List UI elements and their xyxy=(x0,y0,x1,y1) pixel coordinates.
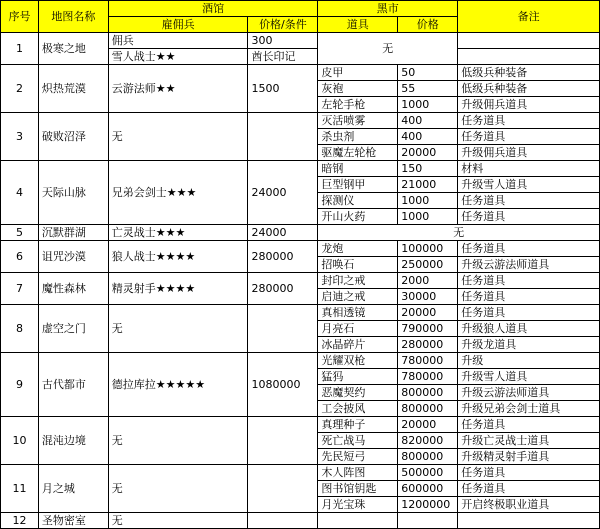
item-price-cell: 500000 xyxy=(398,465,458,481)
item-cell: 探测仪 xyxy=(318,193,398,209)
item-price-cell: 780000 xyxy=(398,369,458,385)
item-cell: 开山火药 xyxy=(318,209,398,225)
item-price-cell: 780000 xyxy=(398,353,458,369)
merc-price-cell: 300 xyxy=(248,33,318,49)
item-price-cell xyxy=(398,513,458,529)
table-row xyxy=(1,33,600,49)
mercenary-cell: 无 xyxy=(108,113,248,161)
map-name-cell: 天际山脉 xyxy=(38,161,108,225)
item-cell: 左轮手枪 xyxy=(318,97,398,113)
map-name-cell: 诅咒沙漠 xyxy=(38,241,108,273)
seq-cell: 5 xyxy=(1,225,39,241)
item-cell: 月亮石 xyxy=(318,321,398,337)
seq-cell: 2 xyxy=(1,65,39,113)
item-cell xyxy=(318,513,398,529)
market-none-cell: 无 xyxy=(318,225,600,241)
item-cell: 龙炮 xyxy=(318,241,398,257)
mercenary-cell: 精灵射手★★★★ xyxy=(108,273,248,305)
note-cell: 升级亡灵战士道具 xyxy=(458,433,600,449)
mercenary-cell: 无 xyxy=(108,305,248,353)
map-name-cell: 古代都市 xyxy=(38,353,108,417)
mercenary-cell: 兄弟会剑士★★★ xyxy=(108,161,248,225)
item-cell: 木人阵图 xyxy=(318,465,398,481)
item-price-cell: 800000 xyxy=(398,385,458,401)
table-row xyxy=(1,465,600,481)
header-item: 道具 xyxy=(318,17,398,33)
item-price-cell: 790000 xyxy=(398,321,458,337)
note-cell: 任务道具 xyxy=(458,113,600,129)
note-cell: 任务道具 xyxy=(458,241,600,257)
header-mercenary: 雇佣兵 xyxy=(108,17,248,33)
item-price-cell: 1000 xyxy=(398,97,458,113)
note-cell: 任务道具 xyxy=(458,465,600,481)
map-name-cell: 极寒之地 xyxy=(38,33,108,65)
map-name-cell: 虚空之门 xyxy=(38,305,108,353)
mercenary-cell: 无 xyxy=(108,417,248,465)
item-price-cell: 800000 xyxy=(398,449,458,465)
item-cell: 封印之戒 xyxy=(318,273,398,289)
item-price-cell: 1000 xyxy=(398,209,458,225)
merc-price-cell: 1500 xyxy=(248,65,318,113)
table-row xyxy=(1,65,600,81)
note-cell: 材料 xyxy=(458,161,600,177)
merc-price-cell: 24000 xyxy=(248,161,318,225)
item-price-cell: 30000 xyxy=(398,289,458,305)
merc-price-cell: 24000 xyxy=(248,225,318,241)
mercenary-cell: 无 xyxy=(108,465,248,513)
note-cell xyxy=(458,513,600,529)
seq-cell: 4 xyxy=(1,161,39,225)
table-row xyxy=(1,417,600,433)
item-cell: 皮甲 xyxy=(318,65,398,81)
merc-price-cell xyxy=(248,465,318,513)
item-cell: 暗钢 xyxy=(318,161,398,177)
table-row xyxy=(1,113,600,129)
table-row xyxy=(1,353,600,369)
merc-price-cell xyxy=(248,305,318,353)
item-price-cell: 20000 xyxy=(398,305,458,321)
table-row xyxy=(1,161,600,177)
note-cell: 升级雪人道具 xyxy=(458,369,600,385)
header-map: 地图名称 xyxy=(38,1,108,33)
seq-cell: 10 xyxy=(1,417,39,465)
item-cell: 真理种子 xyxy=(318,417,398,433)
map-name-cell: 沉默群湖 xyxy=(38,225,108,241)
seq-cell: 8 xyxy=(1,305,39,353)
map-name-cell: 圣物密室 xyxy=(38,513,108,529)
merc-price-cell xyxy=(248,417,318,465)
item-price-cell: 820000 xyxy=(398,433,458,449)
table-row xyxy=(1,273,600,289)
table-row xyxy=(1,225,600,241)
seq-cell: 11 xyxy=(1,465,39,513)
note-cell: 任务道具 xyxy=(458,417,600,433)
merc-price-cell xyxy=(248,113,318,161)
mercenary-cell: 无 xyxy=(108,513,248,529)
seq-cell: 7 xyxy=(1,273,39,305)
item-cell: 猛犸 xyxy=(318,369,398,385)
map-name-cell: 魔性森林 xyxy=(38,273,108,305)
item-cell: 月光宝珠 xyxy=(318,497,398,513)
note-cell: 任务道具 xyxy=(458,481,600,497)
item-cell: 图书馆钥匙 xyxy=(318,481,398,497)
item-cell: 巨型钢甲 xyxy=(318,177,398,193)
note-cell xyxy=(458,33,600,49)
note-cell: 任务道具 xyxy=(458,273,600,289)
note-cell: 任务道具 xyxy=(458,209,600,225)
note-cell: 开启终极职业道具 xyxy=(458,497,600,513)
seq-cell: 3 xyxy=(1,113,39,161)
note-cell: 升级云游法师道具 xyxy=(458,385,600,401)
item-price-cell: 20000 xyxy=(398,145,458,161)
map-name-cell: 炽热荒漠 xyxy=(38,65,108,113)
table-row xyxy=(1,241,600,257)
item-price-cell: 150 xyxy=(398,161,458,177)
mercenary-cell: 亡灵战士★★★ xyxy=(108,225,248,241)
merc-price-cell xyxy=(248,513,318,529)
item-cell: 启迪之戒 xyxy=(318,289,398,305)
merc-price-cell: 280000 xyxy=(248,241,318,273)
map-name-cell: 月之城 xyxy=(38,465,108,513)
item-price-cell: 21000 xyxy=(398,177,458,193)
note-cell: 升级兄弟会剑士道具 xyxy=(458,401,600,417)
item-cell: 先民短弓 xyxy=(318,449,398,465)
item-cell: 杀虫剂 xyxy=(318,129,398,145)
note-cell xyxy=(458,49,600,65)
note-cell: 升级云游法师道具 xyxy=(458,257,600,273)
seq-cell: 9 xyxy=(1,353,39,417)
item-price-cell: 800000 xyxy=(398,401,458,417)
header-black-market: 黑市 xyxy=(318,1,458,17)
item-price-cell: 55 xyxy=(398,81,458,97)
merc-price-cell: 1080000 xyxy=(248,353,318,417)
market-none-cell: 无 xyxy=(318,33,458,65)
seq-cell: 1 xyxy=(1,33,39,65)
item-price-cell: 400 xyxy=(398,129,458,145)
note-cell: 升级佣兵道具 xyxy=(458,145,600,161)
mercenary-cell: 雪人战士★★ xyxy=(108,49,248,65)
item-cell: 光耀双枪 xyxy=(318,353,398,369)
seq-cell: 12 xyxy=(1,513,39,529)
merc-price-cell: 280000 xyxy=(248,273,318,305)
item-cell: 灭活喷雾 xyxy=(318,113,398,129)
item-cell: 冰晶碎片 xyxy=(318,337,398,353)
table-row xyxy=(1,305,600,321)
note-cell: 升级佣兵道具 xyxy=(458,97,600,113)
item-cell: 工会披风 xyxy=(318,401,398,417)
note-cell: 升级雪人道具 xyxy=(458,177,600,193)
item-price-cell: 1200000 xyxy=(398,497,458,513)
item-cell: 恶魔契约 xyxy=(318,385,398,401)
merc-price-cell: 酋长印记 xyxy=(248,49,318,65)
note-cell: 低级兵种装备 xyxy=(458,65,600,81)
header-price: 价格 xyxy=(398,17,458,33)
item-price-cell: 600000 xyxy=(398,481,458,497)
item-cell: 死亡战马 xyxy=(318,433,398,449)
map-name-cell: 破败沼泽 xyxy=(38,113,108,161)
item-price-cell: 50 xyxy=(398,65,458,81)
note-cell: 任务道具 xyxy=(458,305,600,321)
note-cell: 任务道具 xyxy=(458,129,600,145)
header-note: 备注 xyxy=(458,1,600,33)
header-seq: 序号 xyxy=(1,1,39,33)
mercenary-cell: 佣兵 xyxy=(108,33,248,49)
mercenary-cell: 狼人战士★★★★ xyxy=(108,241,248,273)
item-price-cell: 400 xyxy=(398,113,458,129)
map-name-cell: 混沌边境 xyxy=(38,417,108,465)
mercenary-cell: 德拉库拉★★★★★ xyxy=(108,353,248,417)
item-cell: 真相透镜 xyxy=(318,305,398,321)
mercenary-cell: 云游法师★★ xyxy=(108,65,248,113)
header-price-cond: 价格/条件 xyxy=(248,17,318,33)
note-cell: 任务道具 xyxy=(458,289,600,305)
note-cell: 任务道具 xyxy=(458,193,600,209)
item-price-cell: 20000 xyxy=(398,417,458,433)
item-price-cell: 100000 xyxy=(398,241,458,257)
item-cell: 驱魔左轮枪 xyxy=(318,145,398,161)
note-cell: 升级精灵射手道具 xyxy=(458,449,600,465)
seq-cell: 6 xyxy=(1,241,39,273)
note-cell: 升级龙道具 xyxy=(458,337,600,353)
header-tavern: 酒馆 xyxy=(108,1,318,17)
item-price-cell: 280000 xyxy=(398,337,458,353)
item-price-cell: 1000 xyxy=(398,193,458,209)
item-price-cell: 250000 xyxy=(398,257,458,273)
item-price-cell: 2000 xyxy=(398,273,458,289)
item-cell: 招唤石 xyxy=(318,257,398,273)
note-cell: 低级兵种装备 xyxy=(458,81,600,97)
note-cell: 升级 xyxy=(458,353,600,369)
note-cell: 升级狼人道具 xyxy=(458,321,600,337)
table-row xyxy=(1,513,600,529)
header-row-1 xyxy=(1,1,600,17)
item-cell: 灰袍 xyxy=(318,81,398,97)
